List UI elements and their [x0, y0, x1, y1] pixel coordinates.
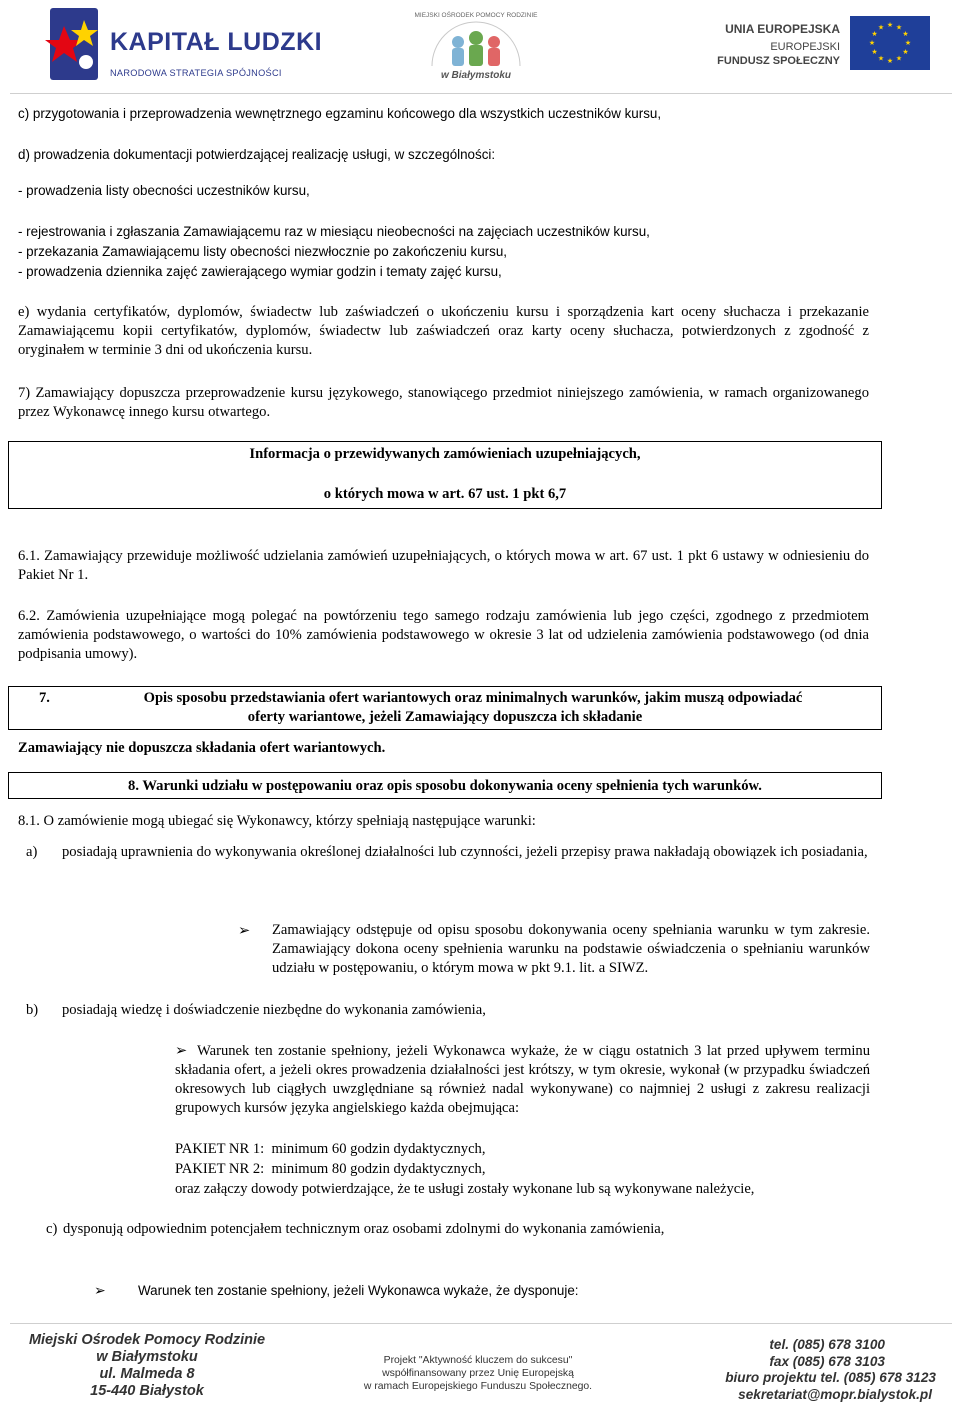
paragraph-6-2: 6.2. Zamówienia uzupełniające mogą polegać na powtórzeniu tego samego rodzaju zamówienia lub jego części, zgodnego z przedmiotem zamówienia podstawowego, o wartości do 10% zamówienia podstawowego w okresie 3 lat od udzielenia zamówienia podstawowego (od dnia podpisania umowy).	[18, 608, 869, 662]
condition-c-text: dysponują odpowiednim potencjałem technicznym oraz osobami zdolnymi do wykonania zamówienia,	[63, 1221, 665, 1237]
paragraph-7: 7) Zamawiający dopuszcza przeprowadzenie kursu językowego, stanowiącego przedmiot niniejszego zamówienia, w ramach organizowanego przez Wykonawcę innego kursu otwartego.	[18, 385, 869, 420]
condition-b-label: b)	[26, 1002, 39, 1018]
condition-a-bullet-text: Zamawiający odstępuje od opisu sposobu dokonywania oceny spełniania warunku w tym zakresie. Zamawiający dokona oceny spełnienia warunku na podstawie oświadczenia o spełnianiu warunków udziału w postępowaniu, o którym mowa w pkt 9.1. lit. a SIWZ.	[272, 922, 870, 976]
item-d-1: - prowadzenia listy obecności uczestników kursu,	[18, 183, 310, 198]
no-variants-statement: Zamawiający nie dopuszcza składania ofert wariantowych.	[18, 740, 386, 756]
svg-text:★: ★	[904, 39, 912, 47]
footer-address	[22, 1332, 272, 1400]
item-c: c) przygotowania i przeprowadzenia wewnętrznego egzaminu końcowego dla wszystkich uczestników kursu,	[18, 106, 662, 121]
kapital-ludzki-logo	[42, 6, 323, 82]
condition-b-bullet-text: Warunek ten zostanie spełniony, jeżeli Wykonawca wykaże, że w ciągu ostatnich 3 lat przed upływem terminu składania ofert, a jeżeli okres prowadzenia działalności jest krótszy, w tym okresie, wykonał (w przypadku świadczeń okresowych lub ciągłych uwzględniane są również nadal wykonywane) co najmniej 2 usługi z zakresu realizacji grupowych kursów języka angielskiego każda obejmująca:	[175, 1043, 870, 1116]
item-e: e) wydania certyfikatów, dyplomów, świadectw lub zaświadczeń o ukończeniu kursu i sporządzenia kart oceny słuchacza i przekazanie Zamawiającemu kopii certyfikatów, dyplomów, świadectw lub zaświadczeń oraz karty oceny słuchacza, potwierdzonych z zgodność z oryginałem w terminie 3 dni od ukończenia kursu.	[18, 304, 869, 358]
mops-arc-text: MIEJSKI OŚRODEK POMOCY RODZINIE	[414, 12, 538, 19]
arrow-bullet-icon: ➢	[238, 922, 251, 939]
svg-text:★: ★	[871, 30, 878, 38]
svg-text:★: ★	[895, 23, 903, 32]
item-d-4: - prowadzenia dziennika zajęć zawierającego wymiar godzin i tematy zajęć kursu,	[18, 264, 502, 279]
svg-text:★: ★	[895, 54, 903, 63]
footer-project-fund: w ramach Europejskiego Funduszu Społecznego.	[363, 1381, 593, 1392]
svg-text:★: ★	[886, 57, 894, 65]
condition-b-text: posiadają wiedzę i doświadczenie niezbędne do wykonania zamówienia,	[62, 1002, 486, 1018]
svg-text:★: ★	[902, 30, 909, 38]
eu-flag-icon	[850, 16, 930, 70]
paragraph-6-1: 6.1. Zamawiający przewiduje możliwość udzielania zamówień uzupełniających, o których mowa w art. 67 ust. 1 pkt 6 ustawy w odniesieniu do Pakiet Nr 1.	[18, 548, 869, 583]
footer-project-phone: biuro projektu tel. (085) 678 3123	[725, 1370, 936, 1385]
box-variant-number: 7.	[39, 690, 50, 706]
pakiet-2: PAKIET NR 2: minimum 80 godzin dydaktycznych,	[175, 1161, 486, 1177]
eu-line3: FUNDUSZ SPOŁECZNY	[717, 55, 840, 67]
mops-city: w Białymstoku	[440, 70, 512, 81]
footer-fax: fax (085) 678 3103	[769, 1353, 885, 1369]
svg-text:★: ★	[902, 48, 909, 56]
condition-c-bullet	[94, 1281, 579, 1301]
condition-c-bullet-text: Warunek ten zostanie spełniony, jeżeli Wykonawca wykaże, że dysponuje:	[138, 1283, 579, 1298]
footer-org-city: w Białymstoku	[96, 1349, 198, 1365]
footer-project-name: Projekt "Aktywność kluczem do sukcesu"	[383, 1355, 573, 1366]
arrow-bullet-icon: ➢	[175, 1042, 188, 1059]
box-participation-conditions	[8, 772, 882, 799]
box-supplementary-line1: Informacja o przewidywanych zamówieniach uzupełniających,	[249, 446, 641, 462]
paragraph-8-1: 8.1. O zamówienie mogą ubiegać się Wykonawcy, którzy spełniają następujące warunki:	[18, 813, 536, 829]
box-participation-title: 8. Warunki udziału w postępowaniu oraz opis sposobu dokonywania oceny spełnienia tych warunków.	[128, 778, 762, 794]
svg-text:★: ★	[877, 23, 885, 32]
eu-line1: UNIA EUROPEJSKA	[725, 22, 840, 36]
svg-text:★: ★	[871, 48, 878, 56]
footer-street: ul. Malmeda 8	[99, 1366, 195, 1382]
kapital-ludzki-emblem-icon	[42, 6, 106, 82]
footer-project	[338, 1354, 618, 1393]
footer-contact	[660, 1337, 936, 1403]
footer-divider	[10, 1323, 952, 1324]
arrow-bullet-icon: ➢	[94, 1283, 106, 1299]
footer-email[interactable]: sekretariat@mopr.bialystok.pl	[738, 1386, 932, 1402]
box-supplementary-orders	[8, 441, 882, 509]
kapital-ludzki-subtitle: NARODOWA STRATEGIA SPÓJNOŚCI	[110, 68, 282, 78]
pakiet-1: PAKIET NR 1: minimum 60 godzin dydaktycznych,	[175, 1141, 486, 1157]
header-divider	[10, 93, 952, 94]
eu-logo	[717, 14, 930, 76]
footer-org-name: Miejski Ośrodek Pomocy Rodzinie	[28, 1332, 266, 1348]
footer-project-cofinance: współfinansowany przez Unię Europejską	[382, 1368, 574, 1379]
condition-a-label: a)	[26, 844, 38, 860]
condition-a-text: posiadają uprawnienia do wykonywania określonej działalności lub czynności, jeżeli przepisy prawa nakładają obowiązek ich posiadania,	[62, 844, 868, 860]
condition-a-bullet	[238, 921, 870, 978]
condition-b-end: oraz załączy dowody potwierdzające, że te usługi zostały wykonane lub są wykonywane należycie,	[175, 1181, 755, 1197]
svg-text:★: ★	[886, 21, 894, 29]
condition-c-label: c)	[46, 1221, 58, 1237]
condition-b-bullet	[175, 1041, 870, 1118]
footer-phone: tel. (085) 678 3100	[769, 1337, 885, 1352]
item-d: d) prowadzenia dokumentacji potwierdzającej realizację usługi, w szczególności:	[18, 147, 496, 162]
mops-logo	[412, 8, 540, 84]
box-variant-offers	[8, 686, 882, 730]
item-d-2: - rejestrowania i zgłaszania Zamawiającemu raz w miesiącu nieobecności na zajęciach uczestników kursu,	[18, 224, 650, 239]
footer-postcode: 15-440 Białystok	[90, 1383, 204, 1399]
item-d-3: - przekazania Zamawiającemu listy obecności niezwłocznie po zakończeniu kursu,	[18, 244, 507, 259]
svg-text:★: ★	[868, 39, 876, 47]
eu-line2: EUROPEJSKI	[770, 41, 840, 53]
box-variant-line2: oferty wariantowe, jeżeli Zamawiający dopuszcza ich składanie	[247, 709, 643, 725]
kapital-ludzki-title: KAPITAŁ LUDZKI	[110, 28, 323, 56]
box-variant-line1: Opis sposobu przedstawiania ofert wariantowych oraz minimalnych warunków, jakim muszą odpowiadać	[143, 690, 803, 706]
svg-text:★: ★	[877, 54, 885, 63]
box-supplementary-line2: o których mowa w art. 67 ust. 1 pkt 6,7	[323, 486, 567, 502]
